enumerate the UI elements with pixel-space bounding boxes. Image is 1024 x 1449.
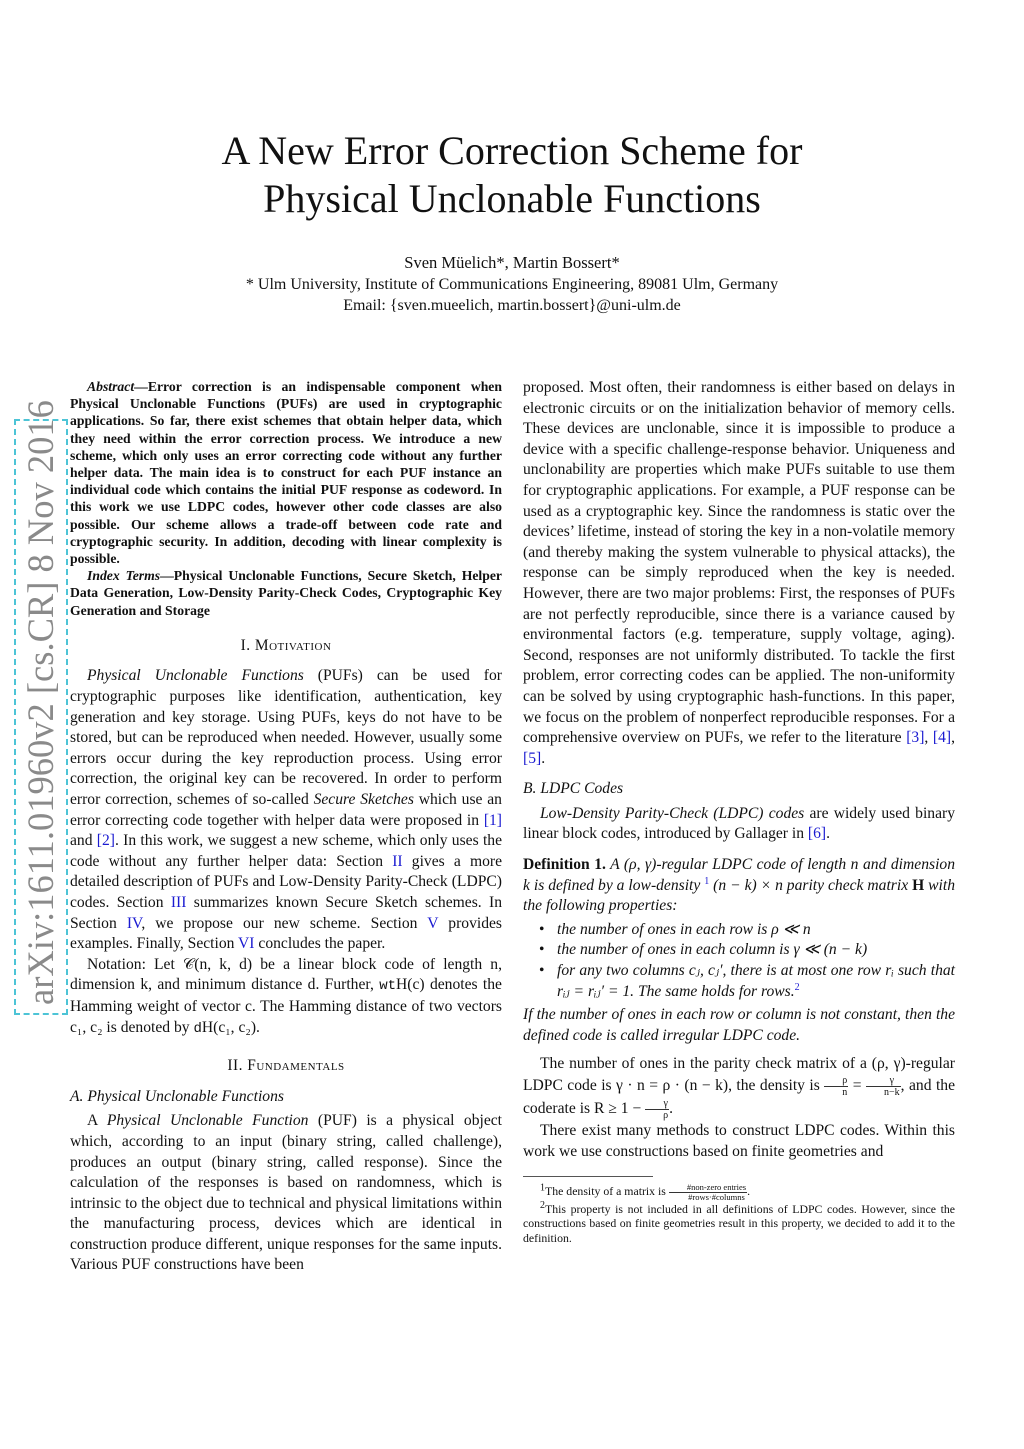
text: The number of ones in the parity check matrix of a (ρ, γ)-regular LDPC code is γ · n = ρ · (n − k), the density is <box>523 1055 955 1095</box>
construction-paragraph: There exist many methods to construct LDPC codes. Within this work we use constructions based on finite geometries and <box>523 1122 955 1160</box>
text: gives a more detailed description of PUFs and Low-Density Parity-Check (LDPC) codes. Section <box>70 852 502 911</box>
section-link[interactable]: IV <box>126 914 142 932</box>
denominator: ρ <box>663 1110 669 1121</box>
fraction-gamma <box>866 1075 901 1098</box>
ldpc-density-paragraph: The number of ones in the parity check matrix of a (ρ, γ)-regular LDPC code is γ · n = ρ · (n − k), the density is $\frac{\rho}{n}$ = $\frac{\gamma}{n-k}$ , and the coderate is R ≥ 1 − $\frac{\gamma}{\rho}$ . <box>523 1055 956 1121</box>
footnote-2 <box>523 1202 955 1245</box>
notation-paragraph <box>70 955 502 1039</box>
text: with the following properties: <box>523 876 956 915</box>
term-secure-sketches: Secure Sketches <box>313 791 414 808</box>
puf-paragraph-continued: proposed. Most often, their randomness is either based on delays in electronic circuits or on the initialization behavior of memory cells. These devices are unclonable, since it is impossible to produce a device with a specific challenge-response behavior. Uniqueness and unclonability are properties which make PUFs suitable to use them for cryptographic applications. For example, a PUF response can be used as a cryptographic key. Since the randomness is static over the devices’ lifetime, instead of storing the key in a non-volatile memory (and thereby making the system vulnerable to physical attacks), the response can be simply reproduced when the key is needed. However, there are two major problems: First, the responses of PUFs are not perfectly reproducible, since there is a variance caused by environmental factors (e.g. temperature, supply voltage, aging). Second, responses are not uniformly distributed. To tackle the first problem, error correcting codes can be applied. The non-uniformity can be solved by using cryptographic hash-functions. In this paper, we focus on the problem of nonperfect reproducible responses. For a comprehensive overview on PUFs, we refer to the literature [3], [4], [5]. <box>523 379 955 767</box>
matrix-symbol: H <box>912 876 925 894</box>
footnote-link[interactable]: 2 <box>794 981 800 993</box>
email[interactable]: Email: {sven.mueelich, martin.bossert}@uni-ulm.de <box>343 297 681 314</box>
fraction-rho-n <box>824 1075 848 1098</box>
list-item: • the number of ones in each row is ρ ≪ n <box>557 920 955 941</box>
text: are widely used binary linear block codes, introduced by Gallager in <box>523 804 955 843</box>
term-puf: Physical Unclonable Function <box>106 1112 309 1130</box>
text: , and the coderate is R ≥ 1 − <box>523 1077 956 1118</box>
footnote-link[interactable]: 1 <box>704 875 710 887</box>
text: (PUFs) can be used for cryptographic purposes like identification, authentication, key generation and key storage. Using PUFs, keys do not have to be stored, but can be reproduced when needed. However, usually some errors occur during the key reproduction process. Using error correction, the original key can be recovered. In order to perform error correction, schemes of so-called <box>70 667 502 808</box>
text: . In this work, we suggest a new scheme, which only uses the code without any further helper data: Section <box>70 832 502 870</box>
denominator: #rows·#columns <box>688 1192 745 1203</box>
subsection-heading-puf: A. Physical Unclonable Functions <box>70 1087 284 1105</box>
citation-link[interactable]: [4] <box>932 729 952 747</box>
ldpc-paragraph: Low-Density Parity-Check (LDPC) codes are widely used binary linear block codes, introduced by Gallager in [6]. <box>523 804 955 843</box>
abstract-text: —Error correction is an indispensable component when Physical Unclonable Functions (PUFs) are used in cryptographic applications. So far, there exist schemes that obtain helper data, which they need within the error correction process. We introduce a new scheme, which only uses an error correcting code without any further helper data. The main idea is to construct for each PUF instance an individual code which contains the initial PUF response as codeword. In this work we use LDPC codes, however other code classes are also possible. Our scheme allows a trade-off between code rate and cryptographic security. In addition, decoding with linear complexity is possible. <box>70 379 502 567</box>
puf-paragraph <box>70 1111 502 1276</box>
numerator: γ <box>866 1075 901 1087</box>
index-terms-lead: Index Terms <box>87 568 161 584</box>
left-column <box>70 378 502 1276</box>
term-puf: Physical Unclonable Functions <box>87 667 304 685</box>
section-link[interactable]: III <box>170 893 187 911</box>
abstract <box>70 378 502 567</box>
d-operator: d <box>193 1020 202 1037</box>
footnote-mark: 1 <box>540 1182 545 1194</box>
title-line-1: A New Error Correction Scheme for <box>221 128 803 173</box>
text: and <box>70 832 97 850</box>
subsection-heading-ldpc: B. LDPC Codes <box>523 780 624 798</box>
abstract-lead: Abstract <box>87 379 135 394</box>
arxiv-stamp: arXiv:1611.01960v2 [cs.CR] 8 Nov 2016 <box>14 419 68 1015</box>
index-terms <box>70 567 502 619</box>
text: A <box>87 1112 107 1130</box>
section-link[interactable]: V <box>427 914 439 932</box>
fraction-density <box>669 1183 747 1202</box>
affiliation: * Ulm University, Institute of Communications Engineering, 89081 Ulm, Germany <box>245 276 779 293</box>
section-link[interactable]: VI <box>238 935 255 953</box>
text: H(c) denotes the Hamming weight of vector c. The Hamming distance of two vectors c₁, c₂ is denoted by <box>70 976 502 1036</box>
section-heading-motivation: I. Motivation <box>240 636 332 654</box>
definition-closing: If the number of ones in each row or column is not constant, then the defined code is called irregular LDPC code. <box>523 1006 955 1044</box>
denominator: n <box>842 1087 848 1098</box>
title-line-2: Physical Unclonable Functions <box>263 176 761 221</box>
term-ldpc: Low-Density Parity-Check (LDPC) codes <box>540 804 805 822</box>
citation-link[interactable]: [1] <box>483 811 502 829</box>
section-heading-fundamentals: II. Fundamentals <box>227 1057 345 1075</box>
definition-1 <box>523 855 955 1046</box>
right-column <box>523 378 955 1245</box>
text: (n − k) × n parity check matrix <box>709 876 913 894</box>
text: , we propose our new scheme. Section <box>141 914 428 932</box>
text: proposed. Most often, their randomness is either based on delays in electronic circuits or on the initialization behavior of memory cells. These devices are unclonable, since it is impossible to produce a device with a specific challenge-response behavior. Uniqueness and unclonability are properties which make PUFs suitable to use them for cryptographic applications. For example, a PUF response can be used as a cryptographic key. Since the randomness is static over the devices’ lifetime, instead of storing the key in a non-volatile memory (and thereby making the system vulnerable to physical attacks), the response can be simply reproduced when the key is needed. However, there are two major problems: First, the responses of PUFs are not perfectly reproducible, since there is a variance caused by environmental factors (e.g. temperature, supply voltage, aging). Second, responses are not uniformly distributed. To tackle the first problem, error correcting codes can be applied. The non-uniformity can be solved by using cryptographic hash-functions. In this paper, we focus on the problem of nonperfect reproducible responses. For a comprehensive overview on PUFs, we refer to the literature <box>523 379 955 747</box>
motivation-paragraph <box>70 666 502 954</box>
affiliation-block <box>150 274 874 316</box>
text: Notation: Let 𝒞(n, k, d) be a linear block code of length n, dimension k, and minimum distance d. Further, <box>70 955 502 994</box>
paper-title <box>150 127 874 223</box>
definition-label: Definition 1. <box>523 856 606 874</box>
text: summarizes known Secure Sketch schemes. In Section <box>70 893 502 932</box>
text: = <box>848 1077 866 1095</box>
list-item <box>557 961 955 1002</box>
text: H(c₁, c₂). <box>201 1018 260 1036</box>
text: for any two columns cⱼ, cⱼ′, there is at most one row rᵢ such that rᵢⱼ = rᵢⱼ′ = 1. The same holds for rows. <box>557 962 955 1000</box>
citation-link[interactable]: [3] <box>906 729 925 747</box>
footnotes <box>523 1176 955 1245</box>
citation-link[interactable]: [5] <box>523 749 542 767</box>
definition-properties <box>523 920 955 1002</box>
section-link[interactable]: II <box>392 852 403 870</box>
footnote-mark: 2 <box>540 1200 545 1212</box>
text: This property is not included in all definitions of LDPC codes. However, since the constructions based on finite geometries result in this property, we decided to add it to the definition. <box>523 1202 955 1245</box>
authors: Sven Müelich*, Martin Bossert* <box>404 253 620 272</box>
text: concludes the paper. <box>254 935 386 953</box>
numerator: #non-zero entries <box>669 1183 747 1193</box>
text: (PUF) is a physical object which, according to an input (binary string, called challenge), produces an output (binary string, called response). Since the calculation of the responses is based on randomness, which is intrinsic to the object due to technical and physical limitations within the manufacturing process, devices which are identical in construction produce different, unique responses for the same inputs. Various PUF constructions have been <box>70 1112 503 1274</box>
text: The density of a matrix is <box>545 1184 669 1199</box>
fraction-rate <box>645 1098 669 1121</box>
citation-link[interactable]: [2] <box>96 832 115 850</box>
list-item: • the number of ones in each column is γ ≪ (n − k) <box>557 940 955 961</box>
text: A (ρ, γ)-regular LDPC code of length n and dimension k is defined by a low-density <box>523 856 955 894</box>
footnote-1: $^1$The density of a matrix is $\frac{\text{\#non-zero entries}}{\text{\#rows·\#columns}}$ . <box>540 1182 751 1203</box>
denominator: n−k <box>884 1087 900 1098</box>
citation-link[interactable]: [6] <box>807 825 827 843</box>
numerator: γ <box>645 1098 669 1110</box>
numerator: ρ <box>824 1075 848 1087</box>
text: which use an error correcting code together with helper data were proposed in <box>70 791 502 829</box>
index-terms-text: —Physical Unclonable Functions, Secure Sketch, Helper Data Generation, Low-Density Parity-Check Codes, Cryptographic Key Generation and Storage <box>70 568 502 618</box>
text: provides examples. Finally, Section <box>70 914 502 953</box>
wt-operator: wt <box>379 978 397 995</box>
footnote-rule <box>523 1176 653 1177</box>
